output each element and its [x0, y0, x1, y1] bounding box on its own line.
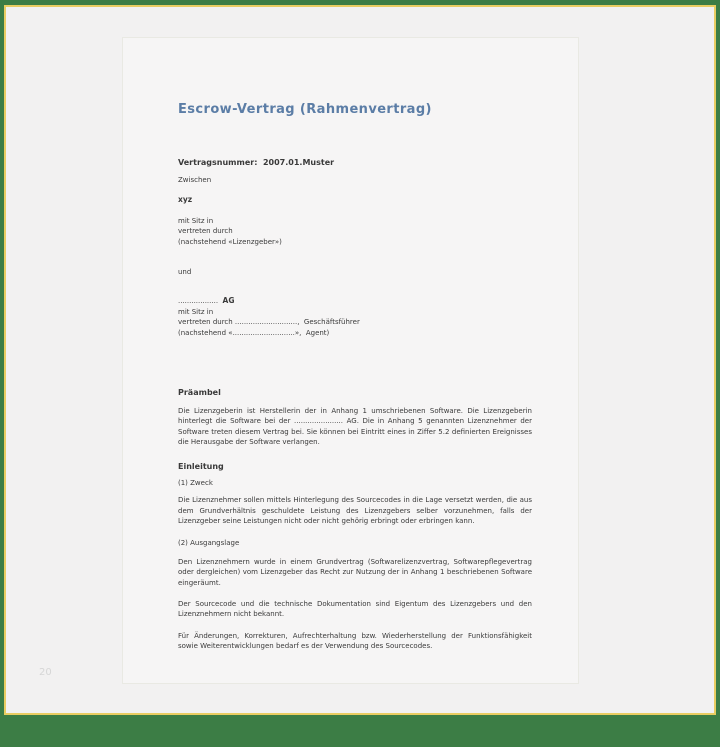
party2-name: AG — [222, 296, 235, 306]
party2-details — [178, 296, 532, 338]
section-heading-einleitung: Einleitung — [178, 461, 224, 471]
party2-lines — [178, 307, 532, 338]
ausgangslage-paragraph-2: Der Sourcecode und die technische Dokumentation sind Eigentum des Lizenzgebers und den Lizenznehmern nicht bekannt. — [178, 599, 532, 619]
document-page — [122, 37, 579, 684]
party1-seat-line: mit Sitz in — [178, 216, 214, 225]
praeambel-paragraph: Die Lizenzgeberin ist Herstellerin der in Anhang 1 umschriebenen Software. Die Lizenzgeberin hinterlegt die Software bei der ...................... AG. Die in Anhang 5 genannten Lizenznehmer der Software treten diesem Vertrag bei. Sie können bei Eintritt eines in Ziffer 5.2 definierten Ereignisses die Herausgabe der Software verlangen. — [178, 407, 532, 447]
party2-seat-line: mit Sitz in — [178, 307, 214, 316]
contract-number-line: Vertragsnummer: 2007.01.Muster — [178, 158, 335, 167]
between-label: Zwischen — [178, 176, 212, 184]
section-heading-praeambel: Präambel — [178, 388, 221, 398]
party1-representative-line: vertreten durch — [178, 227, 233, 236]
party2-alias-line: (nachstehend «............................», Agent) — [178, 328, 330, 337]
document-content — [123, 102, 578, 747]
subsection-label-ausgangslage: (2) Ausgangslage — [178, 539, 240, 548]
connector-label: und — [178, 268, 192, 277]
party2-name-dots: .................. — [178, 297, 223, 306]
party2-representative-line: vertreten durch ............................, Geschäftsführer — [178, 318, 360, 327]
subsection-label-zweck: (1) Zweck — [178, 478, 213, 487]
zweck-paragraph: Die Lizenznehmer sollen mittels Hinterlegung des Sourcecodes in die Lage versetzt werden, die aus dem Grundverhältnis geschuldete Leistung des Lizenzgebers selber vorzunehmen, falls der Lizenzgeber seine Leistungen nicht oder nicht gehörig erbringt oder erbringen kann. — [178, 496, 532, 525]
party1-details — [178, 216, 532, 247]
page-number-watermark: 20 — [39, 667, 52, 678]
party1-alias-line: (nachstehend «Lizenzgeber») — [178, 237, 282, 246]
ausgangslage-paragraph-1: Den Lizenznehmern wurde in einem Grundvertrag (Softwarelizenzvertrag, Softwarepflegevertrag oder dergleichen) vom Lizenzgeber das Recht zur Nutzung der in Anhang 1 beschriebenen Software eingeräumt. — [178, 557, 532, 587]
document-title: Escrow-Vertrag (Rahmenvertrag) — [178, 102, 432, 117]
party2-name-line — [178, 296, 532, 306]
ausgangslage-paragraph-3: Für Änderungen, Korrekturen, Aufrechterhaltung bzw. Wiederherstellung der Funktionsfähigkeit sowie Weiterentwicklungen bedarf es der Verwendung des Sourcecodes. — [178, 631, 532, 651]
framed-background — [4, 5, 716, 715]
party1-name: xyz — [178, 195, 193, 205]
